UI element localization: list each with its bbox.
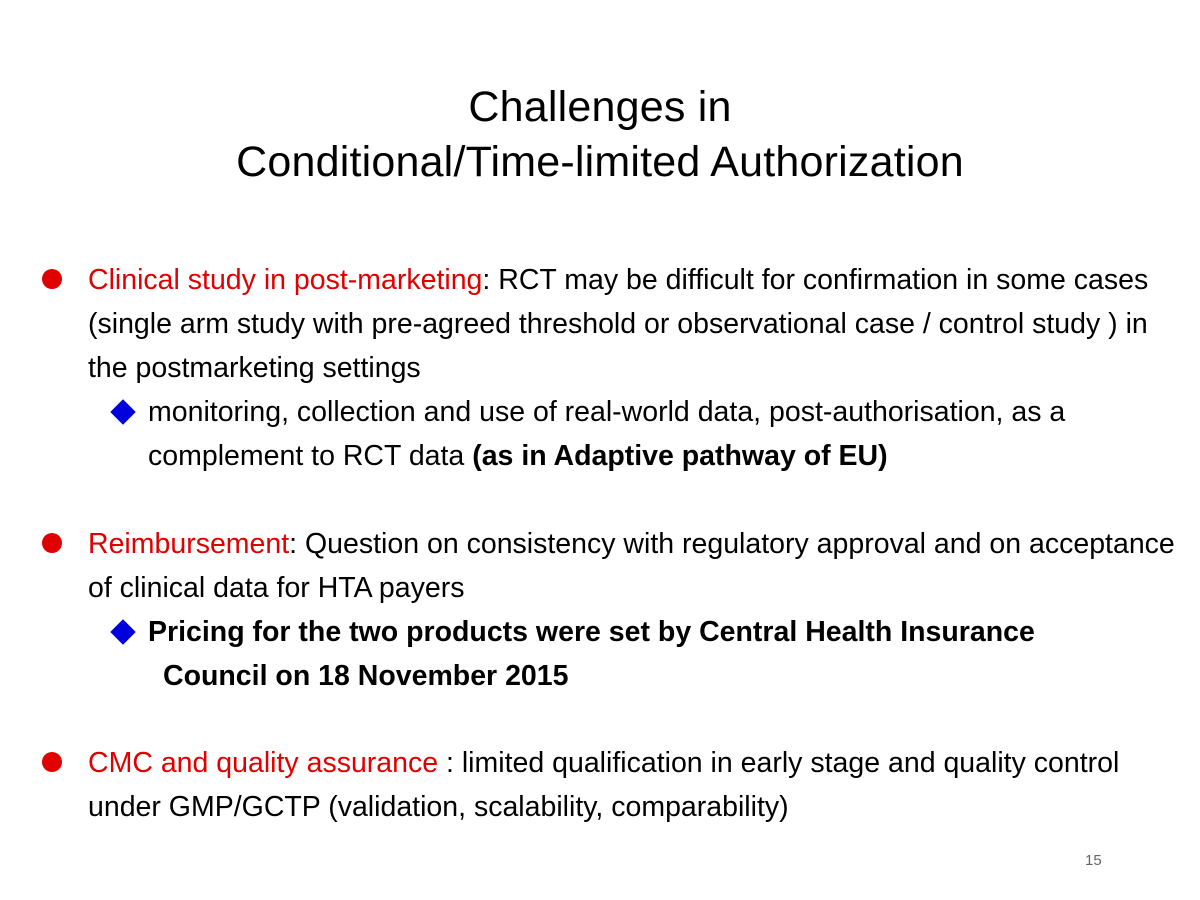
blue-diamond-icon — [110, 399, 135, 424]
slide-title — [100, 80, 1100, 190]
sub-bullet-text: monitoring, collection and use of real-world data, post-authorisation, as a complement to RCT data — [148, 396, 1066, 472]
red-bullet-icon — [42, 269, 62, 289]
bullet-body-text: : Question on consistency with regulatory approval and on acceptance of clinical data for HTA payers — [88, 528, 1175, 604]
title-line-2: Conditional/Time-limited Authorization — [236, 138, 964, 186]
red-bullet-icon — [42, 533, 62, 553]
title-line-1: Challenges in — [468, 83, 732, 131]
page-number: 15 — [1085, 852, 1102, 869]
bullet-body-text: : RCT may be difficult for confirmation in some cases (single arm study with pre-agreed threshold or observational case / control study ) in the postmarketing settings — [88, 264, 1149, 384]
sub-bullet-real-world-data — [148, 390, 1188, 478]
bullet-body-text: : limited qualification in early stage and quality control under GMP/GCTP (validation, scalability, comparability) — [88, 747, 1120, 823]
bullet-clinical-study — [88, 258, 1183, 390]
sub-bullet-line-2: Council on 18 November 2015 — [163, 660, 569, 692]
blue-diamond-icon — [110, 619, 135, 644]
sub-bullet-line-1: Pricing for the two products were set by Central Health Insurance — [148, 616, 1035, 648]
sub-bullet-bold-text: (as in Adaptive pathway of EU) — [472, 440, 888, 472]
bullet-lead-text: Reimbursement — [88, 528, 290, 560]
red-bullet-icon — [42, 752, 62, 772]
bullet-cmc-quality — [88, 741, 1183, 829]
bullet-lead-text: Clinical study in post-marketing — [88, 264, 483, 296]
bullet-reimbursement — [88, 522, 1183, 610]
sub-bullet-pricing — [148, 610, 1188, 698]
bullet-lead-text: CMC and quality assurance — [88, 747, 447, 779]
